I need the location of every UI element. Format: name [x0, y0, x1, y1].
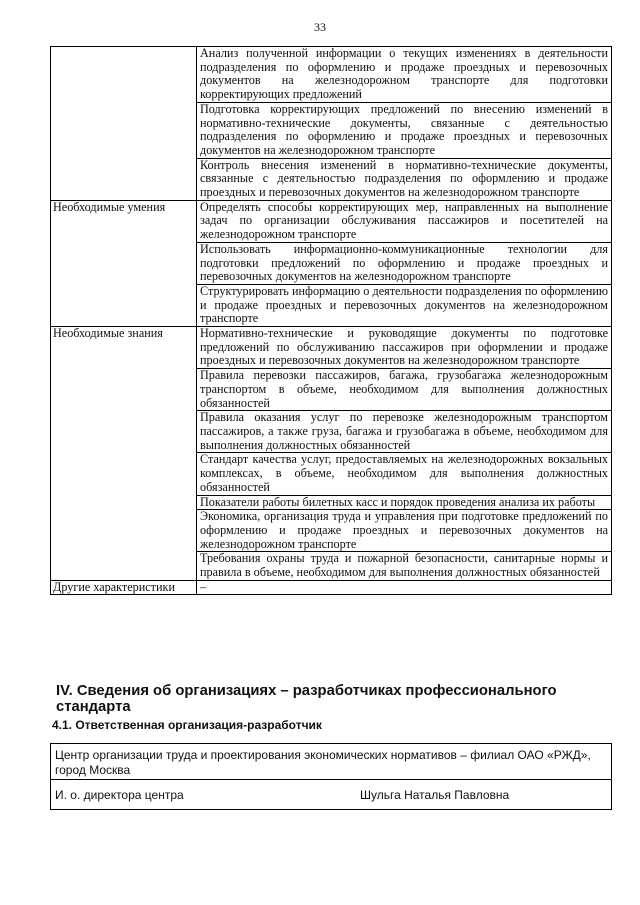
table-cell: Экономика, организация труда и управления при подготовке предложений по оформлению и продаже проездных и перевозочных документов на железнодорожном транспорте — [197, 510, 612, 552]
table-row — [51, 744, 612, 780]
skills-label: Необходимые умения — [51, 200, 197, 326]
table-row — [51, 780, 612, 810]
signatory-cell — [51, 780, 612, 810]
developer-organization-table — [50, 743, 612, 810]
table-row — [51, 580, 612, 595]
table-cell: Определять способы корректирующих мер, направленных на выполнение задач по организации обслуживания пассажиров и посетителей на железнодорожном транспорте — [197, 200, 612, 242]
page-number: 33 — [314, 20, 326, 34]
signatory-row — [55, 788, 607, 803]
table-cell: Использовать информационно-коммуникационные технологии для подготовки предложений по оформлению и продаже проездных и перевозочных документов на железнодорожном транспорте — [197, 242, 612, 284]
signatory-position: И. о. директора центра — [55, 788, 184, 802]
signatory-name: Шульга Наталья Павловна — [360, 788, 510, 802]
table-cell: Контроль внесения изменений в нормативно-технические документы, связанные с деятельностью подразделения по оформлению и продаже проездных и перевозочных документов на железнодорожном транспорте — [197, 158, 612, 200]
table-cell: Нормативно-технические и руководящие документы по подготовке предложений по обслуживанию пассажиров при оформлении и продаже проездных и перевозочных документов на железнодорожном транспорте — [197, 327, 612, 369]
knowledge-label: Необходимые знания — [51, 327, 197, 581]
table-cell: Подготовка корректирующих предложений по внесению изменений в нормативно-технические документы, связанные с деятельностью подразделения по оформлению и продаже проездных и перевозочных документов на железнодорожном транспорте — [197, 102, 612, 158]
table-row — [51, 327, 612, 369]
organization-name: Центр организации труда и проектирования экономических нормативов – филиал ОАО «РЖД», город Москва — [51, 744, 612, 780]
table-cell: Показатели работы билетных касс и порядок проведения анализа их работы — [197, 495, 612, 510]
labor-function-table — [50, 46, 612, 595]
table-row — [51, 200, 612, 242]
table-cell: Структурировать информацию о деятельности подразделения по оформлению и продаже проездных и перевозочных документов на железнодорожном транспорте — [197, 284, 612, 326]
table-cell: Стандарт качества услуг, предоставляемых на железнодорожных вокзальных комплексах, в объеме, необходимом для выполнения должностных обязанностей — [197, 453, 612, 495]
other-characteristics-value: – — [197, 580, 612, 595]
table-cell: Требования охраны труда и пожарной безопасности, санитарные нормы и правила в объеме, необходимом для выполнения должностных обязанностей — [197, 552, 612, 580]
section-title: IV. Сведения об организациях – разработчиках профессионального стандарта — [56, 683, 557, 715]
table-cell: Правила оказания услуг по перевозке железнодорожным транспортом пассажиров, а также груза, багажа и грузобагажа в объеме, необходимом для выполнения должностных обязанностей — [197, 411, 612, 453]
table-row — [51, 47, 612, 103]
subsection-title: 4.1. Ответственная организация-разработчик — [52, 718, 322, 732]
table-cell: Анализ полученной информации о текущих изменениях в деятельности подразделения по оформлению и продаже проездных и перевозочных документов на железнодорожном транспорте для подготовки корректирующих предложений — [197, 47, 612, 103]
other-characteristics-label: Другие характеристики — [51, 580, 197, 595]
table-cell: Правила перевозки пассажиров, багажа, грузобагажа железнодорожным транспортом в объеме, необходимом для выполнения должностных обязанностей — [197, 369, 612, 411]
continued-label-cell — [51, 47, 197, 201]
